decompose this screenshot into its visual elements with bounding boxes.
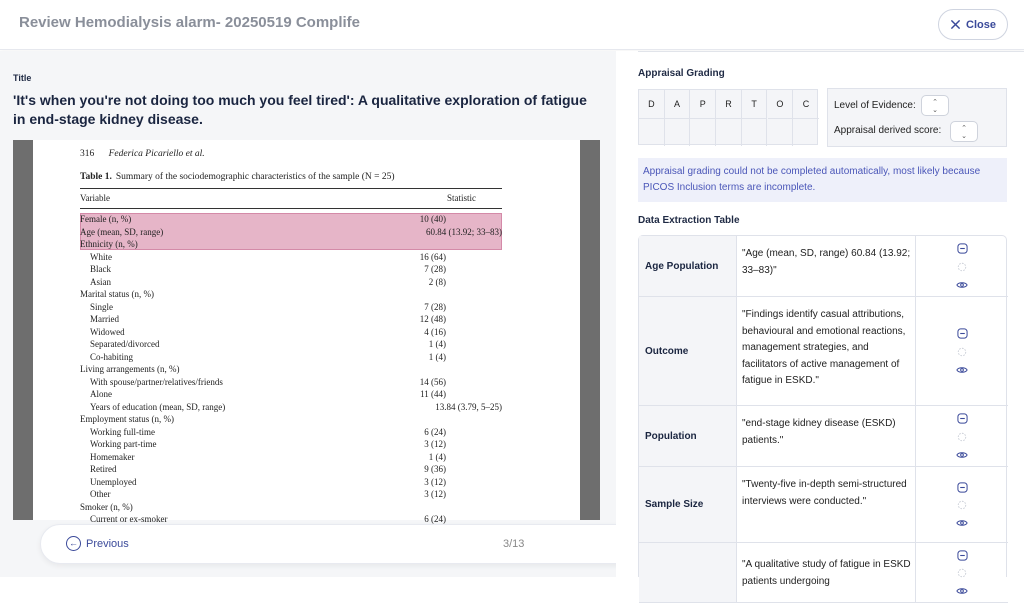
derived-score-stepper[interactable] [950,121,978,142]
pdf-table-row [80,488,502,501]
pdf-row-value: 6 (24) [424,514,446,524]
extraction-row-value: "Age (mean, SD, range) 60.84 (13.92; 33–83)" [742,248,911,276]
extraction-row-actions [915,406,1008,466]
pdf-table-row [80,413,502,426]
grade-value-cell[interactable] [716,118,742,146]
table-caption-text: Summary of the sociodemographic characteristics of the sample (N = 25) [115,172,395,182]
view-icon[interactable] [956,364,968,376]
grade-header-d: D [639,90,665,118]
extraction-row-actions [915,467,1008,542]
page-count: 3/13 [503,538,525,550]
pdf-table-row [80,313,502,326]
pdf-row-value: 60.84 (13.92; 33–83) [426,226,502,237]
pdf-row-label: Retired [90,464,117,474]
appraisal-grading-label: Appraisal Grading [638,68,725,79]
grade-header-a: A [665,90,691,118]
stepper-icon: ⌃ ⌄ [961,124,967,140]
pdf-row-value: 4 (16) [424,326,446,337]
pdf-row-value: 11 (44) [420,389,446,399]
pdf-row-label: Co-habiting [90,351,133,362]
view-icon[interactable] [956,517,968,529]
pdf-row-label: White [90,251,112,262]
pdf-table-row [80,476,502,489]
pdf-table-row [80,376,502,389]
pdf-row-label: Unemployed [90,476,137,487]
extraction-row [639,297,1008,406]
pdf-table-row [80,501,502,514]
previous-label: Previous [86,537,129,550]
stepper-icon: ⌃ ⌄ [932,98,938,114]
pdf-row-value: 1 (4) [428,339,446,349]
table-rule-top [80,188,502,189]
pdf-row-value: 7 (28) [424,264,446,274]
pdf-row-value: 14 (56) [419,376,446,387]
pdf-row-value: 12 (48) [419,314,446,324]
remove-icon[interactable] [956,243,968,255]
pdf-row-value: 7 (28) [424,301,446,312]
pdf-table-row [80,338,502,351]
extraction-row-actions [915,297,1008,405]
pdf-table-row [80,438,502,451]
table-caption [80,172,395,182]
pdf-table-row [80,263,502,276]
pdf-row-value: 6 (24) [424,426,446,437]
view-icon[interactable] [956,585,968,597]
grade-value-cell[interactable] [793,118,819,146]
extraction-row-actions [915,543,1008,602]
arrow-left-icon: ← [66,536,81,551]
close-button[interactable] [938,9,1008,40]
previous-button[interactable] [66,536,129,551]
review-panel [616,51,1024,587]
view-icon[interactable] [956,449,968,461]
close-label: Close [966,18,996,31]
page-authors: Federica Picariello et al. [108,149,205,159]
appraisal-warning: Appraisal grading could not be completed automatically, most likely because PICOS Inclusion terms are incomplete. [638,158,1007,202]
grade-value-cell[interactable] [639,118,665,146]
pdf-row-label: Working part-time [90,439,157,449]
loading-icon [956,499,968,511]
view-icon[interactable] [956,279,968,291]
pdf-table-row [80,388,502,401]
pdf-row-value: 1 (4) [428,451,446,462]
pdf-row-value: 3 (12) [424,476,446,487]
pdf-table-row [80,326,502,339]
pdf-row-value: 1 (4) [428,351,446,362]
pdf-table-row [80,213,502,226]
pdf-row-value: 3 (12) [424,439,446,449]
title-label: Title [13,73,32,83]
pdf-row-label: Black [90,264,111,274]
extraction-row [639,543,1008,603]
modal-title: Review Hemodialysis alarm- 20250519 Complife [19,14,361,31]
page-header [80,149,205,159]
col-header-statistic: Statistic [447,193,476,203]
pdf-row-label: Alone [90,389,112,399]
paper-title: 'It's when you're not doing too much you feel tired': A qualitative exploration of fatigue in end-stage kidney disease. [13,92,587,127]
pdf-viewer[interactable] [13,140,600,524]
pdf-row-label: Employment status (n, %) [80,414,174,424]
grade-header-t: T [742,90,768,118]
pdf-row-value: 2 (8) [428,276,446,287]
pdf-row-value: 3 (12) [424,489,446,499]
pdf-row-label: Single [90,301,114,312]
pdf-row-label: Working full-time [90,426,156,437]
extraction-row-key: Outcome [639,297,737,405]
pdf-table-row [80,276,502,289]
table-rule-mid [80,208,502,209]
pdf-row-label: With spouse/partner/relatives/friends [90,376,223,387]
level-of-evidence-stepper[interactable] [921,95,949,116]
col-header-variable: Variable [80,193,110,203]
close-icon [950,19,961,30]
data-extraction-label: Data Extraction Table [638,215,740,226]
pdf-row-label: Female (n, %) [80,214,132,224]
pdf-table-row [80,451,502,464]
pdf-row-label: Homemaker [90,451,135,462]
grade-value-cell[interactable] [665,118,691,146]
loading-icon [956,431,968,443]
divider [638,51,1024,52]
grade-header-c: C [802,99,810,109]
remove-icon[interactable] [956,549,968,561]
extraction-row-key: Age Population [639,236,737,296]
pdf-row-value: 13.84 (3.79, 5–25) [435,401,502,412]
pdf-row-label: Ethnicity (n, %) [80,239,138,249]
document-panel [0,51,616,577]
derived-score-label: Appraisal derived score: [834,125,942,136]
pdf-row-label: Asian [90,276,111,287]
data-extraction-table [638,235,1007,587]
pdf-table-row [80,363,502,376]
pdf-row-label: Living arrangements (n, %) [80,364,180,374]
extraction-row-value: "Findings identify casual attributions, behavioural and emotional reactions, management strategies, and facilitators of active management of fatigue in ESKD." [742,309,906,386]
extraction-row-value: "end-stage kidney disease (ESKD) patients." [742,418,896,446]
pdf-row-label: Widowed [90,326,125,337]
table-caption-label: Table 1. [80,172,112,182]
extraction-row-key [639,543,737,602]
remove-icon[interactable] [956,481,968,493]
modal-header [0,0,1024,50]
pdf-page [33,140,580,524]
grade-value-cell[interactable] [742,118,768,146]
loading-icon [956,346,968,358]
pdf-table-row [80,401,502,414]
pdf-row-label: Marital status (n, %) [80,289,154,299]
pdf-table-row [80,351,502,364]
remove-icon[interactable] [956,328,968,340]
remove-icon[interactable] [956,413,968,425]
grade-header-p: P [690,90,716,118]
page-number: 316 [80,149,95,159]
pdf-row-label: Years of education (mean, SD, range) [90,401,226,412]
evidence-box [827,88,1007,147]
extraction-row [639,406,1008,467]
grade-value-cell[interactable] [768,118,794,146]
pdf-row-label: Married [90,314,119,324]
appraisal-grade-grid [638,89,818,145]
pdf-row-label: Age (mean, SD, range) [80,226,164,237]
grade-value-cell[interactable] [690,118,716,146]
extraction-row-key: Population [639,406,737,466]
extraction-row-value: "Twenty-five in-depth semi-structured interviews were conducted." [742,479,907,507]
pdf-row-value: 9 (36) [424,464,446,474]
extraction-row-actions [915,236,1008,296]
pdf-row-label: Separated/divorced [90,339,160,349]
pdf-table-row [80,238,502,251]
pdf-table-row [80,463,502,476]
loading-icon [956,567,968,579]
grade-header-r: R [716,90,742,118]
extraction-row [639,236,1008,297]
pdf-row-label: Other [90,489,111,499]
pdf-row-value: 10 (40) [419,214,446,224]
pdf-table-row [80,301,502,314]
pdf-row-label: Smoker (n, %) [80,501,133,512]
extraction-row-key: Sample Size [639,467,737,542]
level-of-evidence-label: Level of Evidence: [834,100,916,111]
pdf-table-row [80,288,502,301]
extraction-row-value: "A qualitative study of fatigue in ESKD patients undergoing [742,559,911,587]
grade-header-o: O [768,90,794,118]
pdf-table-row [80,251,502,264]
pdf-table-row [80,226,502,239]
pdf-row-value: 16 (64) [419,251,446,262]
pdf-row-label: Current or ex-smoker [90,514,168,524]
pdf-table-row [80,426,502,439]
loading-icon [956,261,968,273]
extraction-row [639,467,1008,543]
